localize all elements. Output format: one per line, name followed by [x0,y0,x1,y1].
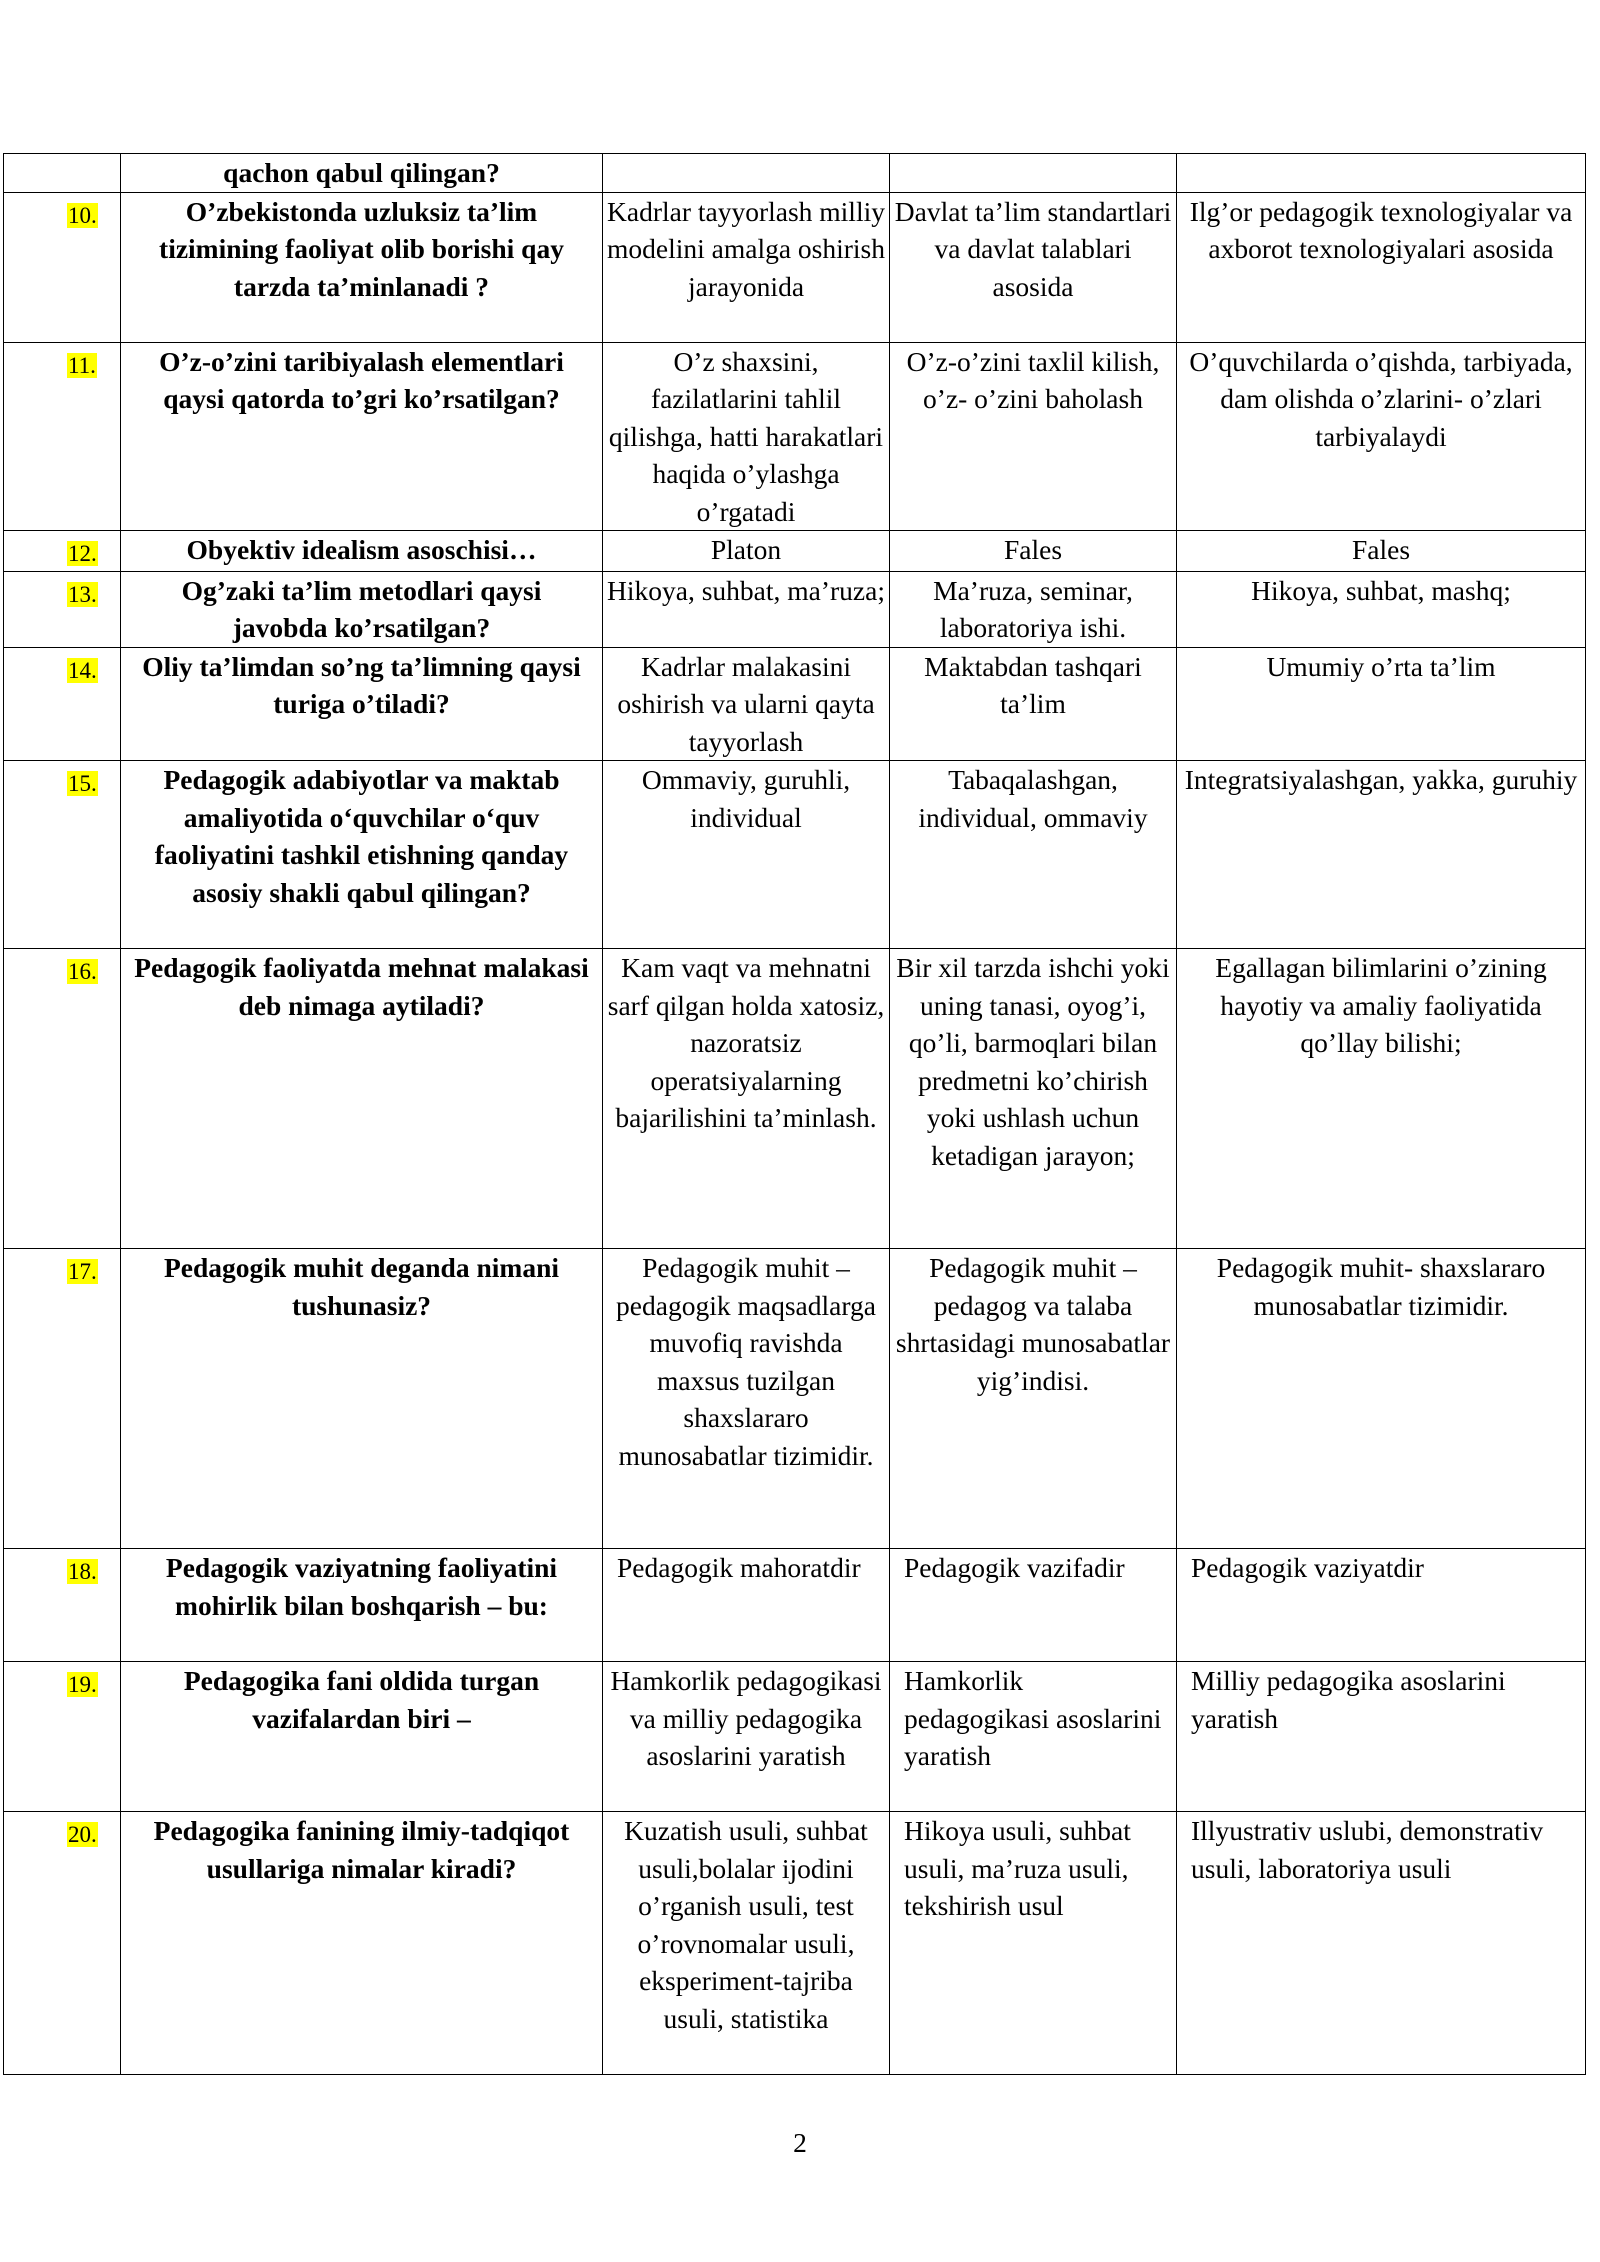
row-number: 17. [68,1259,97,1284]
answer-option-a: Kam vaqt va mehnatni sarf qilgan holda xatosiz, nazoratsiz operatsiyalarning bajarilishini ta’minlash. [603,949,890,1249]
answer-option-a [603,154,890,193]
row-number: 11. [68,352,96,378]
row-number: 15. [68,771,97,796]
answer-option-b: Pedagogik vazifadir [890,1549,1177,1662]
table-row [4,531,1586,572]
answer-option-c: O’quvchilarda o’qishda, tarbiyada, dam olishda o’zlarini- o’zlari tarbiyalaydi [1177,342,1586,531]
answer-option-a: Platon [603,531,890,572]
row-number-cell [4,154,121,193]
row-number-cell [4,761,121,949]
answer-option-c: Illyustrativ uslubi, demonstrativ usuli, laboratoriya usuli [1177,1812,1586,2075]
answer-option-c: Umumiy o’rta ta’lim [1177,647,1586,761]
answer-option-c: Ilg’or pedagogik texnologiyalar va axborot texnologiyalari asosida [1177,192,1586,342]
answer-option-a: Hamkorlik pedagogikasi va milliy pedagogika asoslarini yaratish [603,1662,890,1812]
table-row [4,192,1586,342]
answer-option-c: Pedagogik muhit- shaxslararo munosabatlar tizimidir. [1177,1249,1586,1549]
answer-option-a: Hikoya, suhbat, ma’ruza; [603,571,890,647]
question-cell: Pedagogika fanining ilmiy-tadqiqot usullariga nimalar kiradi? [121,1812,603,2075]
answer-option-c: Fales [1177,531,1586,572]
row-number: 14. [68,657,97,683]
question-cell: Pedagogika fani oldida turgan vazifalardan biri – [121,1662,603,1812]
row-number-cell [4,647,121,761]
table-row [4,154,1586,193]
answer-option-b [890,154,1177,193]
answer-option-c: Hikoya, suhbat, mashq; [1177,571,1586,647]
question-cell: O’zbekistonda uzluksiz ta’lim tizimining faoliyat olib borishi qay tarzda ta’minlanadi ? [121,192,603,342]
question-cell: O’z-o’zini taribiyalash elementlari qaysi qatorda to’gri ko’rsatilgan? [121,342,603,531]
row-number-cell [4,571,121,647]
table-row [4,761,1586,949]
answer-option-b: Ma’ruza, seminar, laboratoriya ishi. [890,571,1177,647]
table-row [4,647,1586,761]
table-row [4,1249,1586,1549]
answer-option-b: O’z-o’zini taxlil kilish, o’z- o’zini baholash [890,342,1177,531]
row-number-cell [4,192,121,342]
answer-option-b: Bir xil tarzda ishchi yoki uning tanasi, oyog’i, qo’li, barmoqlari bilan predmetni ko’chirish yoki ushlash uchun ketadigan jarayon; [890,949,1177,1249]
question-cell: Pedagogik faoliyatda mehnat malakasi deb nimaga aytiladi? [121,949,603,1249]
answer-option-a: Pedagogik muhit – pedagogik maqsadlarga muvofiq ravishda maxsus tuzilgan shaxslararo munosabatlar tizimidir. [603,1249,890,1549]
row-number: 12. [68,541,97,566]
row-number-cell [4,1549,121,1662]
answer-option-c: Milliy pedagogika asoslarini yaratish [1177,1662,1586,1812]
row-number-cell [4,949,121,1249]
question-cell: Og’zaki ta’lim metodlari qaysi javobda ko’rsatilgan? [121,571,603,647]
answer-option-a: Kadrlar tayyorlash milliy modelini amalga oshirish jarayonida [603,192,890,342]
page-number: 2 [793,2127,807,2158]
question-cell: Obyektiv idealism asoschisi… [121,531,603,572]
row-number-cell [4,1812,121,2075]
question-cell: Pedagogik muhit deganda nimani tushunasiz? [121,1249,603,1549]
table-row [4,1812,1586,2075]
answer-option-b: Fales [890,531,1177,572]
answer-option-a: Kuzatish usuli, suhbat usuli,bolalar ijodini o’rganish usuli, test o’rovnomalar usuli, eksperiment-tajriba usuli, statistika [603,1812,890,2075]
row-number: 16. [68,959,97,984]
answer-option-b: Hamkorlik pedagogikasi asoslarini yaratish [890,1662,1177,1812]
row-number-cell [4,342,121,531]
test-table [3,153,1586,2075]
answer-option-b: Hikoya usuli, suhbat usuli, ma’ruza usuli, tekshirish usul [890,1812,1177,2075]
answer-option-c [1177,154,1586,193]
row-number-cell [4,1249,121,1549]
answer-option-b: Maktabdan tashqari ta’lim [890,647,1177,761]
question-cell: qachon qabul qilingan? [121,154,603,193]
answer-option-b: Pedagogik muhit – pedagog va talaba shrtasidagi munosabatlar yig’indisi. [890,1249,1177,1549]
row-number-cell [4,1662,121,1812]
answer-option-a: Pedagogik mahoratdir [603,1549,890,1662]
table-row [4,1662,1586,1812]
row-number: 10. [68,202,97,228]
answer-option-a: Ommaviy, guruhli, individual [603,761,890,949]
answer-option-c: Egallagan bilimlarini o’zining hayotiy va amaliy faoliyatida qo’llay bilishi; [1177,949,1586,1249]
row-number: 13. [68,581,97,607]
answer-option-c: Pedagogik vaziyatdir [1177,1549,1586,1662]
question-cell: Pedagogik vaziyatning faoliyatini mohirlik bilan boshqarish – bu: [121,1549,603,1662]
answer-option-a: Kadrlar malakasini oshirish va ularni qayta tayyorlash [603,647,890,761]
table-row [4,1549,1586,1662]
table-row [4,949,1586,1249]
row-number-cell [4,531,121,572]
table-row [4,342,1586,531]
question-cell: Oliy ta’limdan so’ng ta’limning qaysi turiga o’tiladi? [121,647,603,761]
answer-option-a: O’z shaxsini, fazilatlarini tahlil qilishga, hatti harakatlari haqida o’ylashga o’rgatadi [603,342,890,531]
row-number: 18. [68,1559,97,1584]
question-cell: Pedagogik adabiyotlar va maktab amaliyotida o‘quvchilar o‘quv faoliyatini tashkil etishning qanday asosiy shakli qabul qilingan? [121,761,603,949]
answer-option-c: Integratsiyalashgan, yakka, guruhiy [1177,761,1586,949]
row-number: 19. [68,1672,97,1697]
answer-option-b: Davlat ta’lim standartlari va davlat talablari asosida [890,192,1177,342]
answer-option-b: Tabaqalashgan, individual, ommaviy [890,761,1177,949]
table-row [4,571,1586,647]
row-number: 20. [68,1822,97,1847]
